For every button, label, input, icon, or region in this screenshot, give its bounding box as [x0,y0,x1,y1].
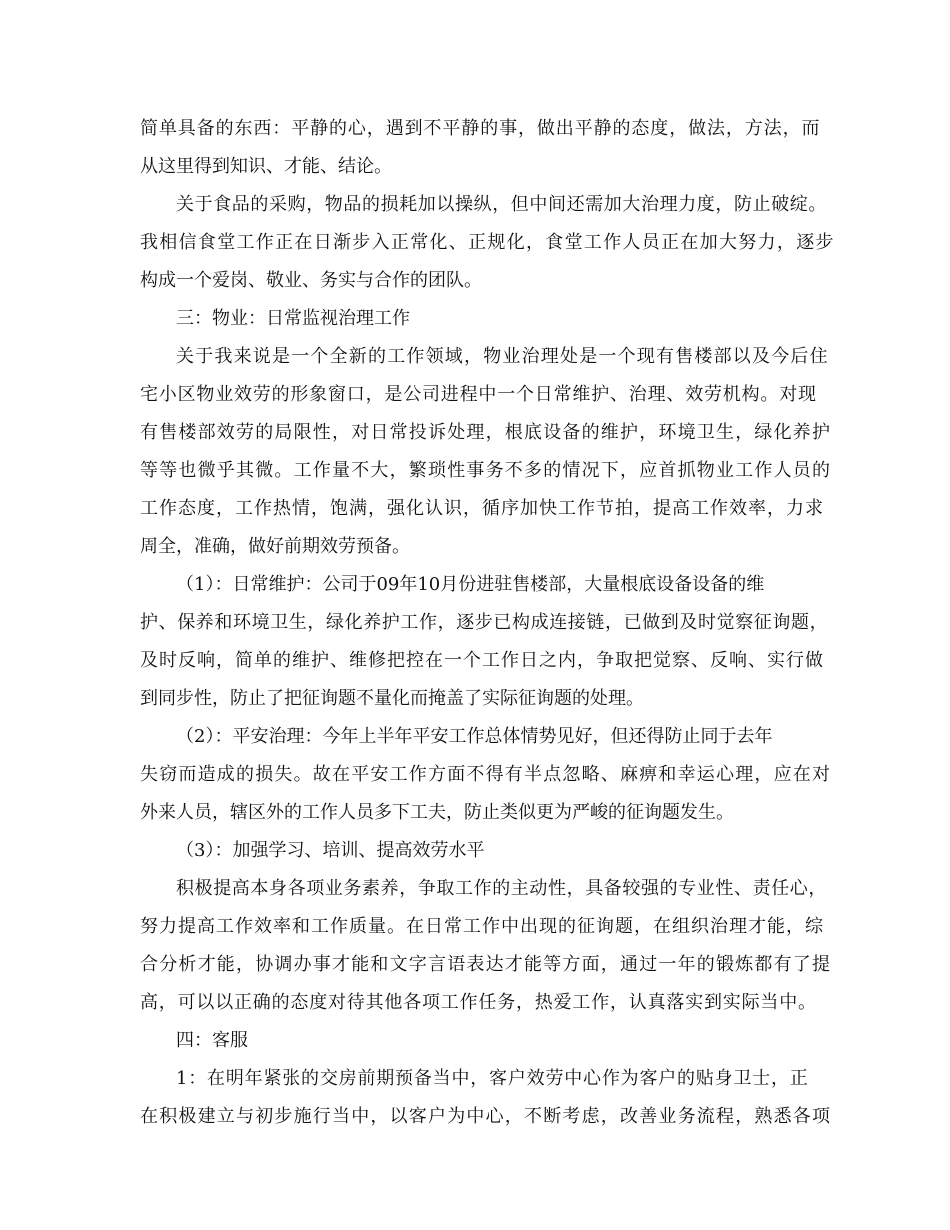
text-line: 努力提高工作效率和工作质量。在日常工作中出现的征询题，在组织治理才能，综 [140,916,824,937]
text-line: 在积极建立与初步施行当中，以客户为中心，不断考虑，改善业务流程，熟悉各项 [140,1106,832,1127]
text-line: 构成一个爱岗、敬业、务实与合作的团队。 [140,270,482,291]
text-line: 失窃而造成的损失。故在平安工作方面不得有半点忽略、麻痹和幸运心理，应在对 [140,764,832,785]
text-line: 工作态度，工作热情，饱满，强化认识，循序加快工作节拍，提高工作效率，力求 [140,498,824,519]
text-line: 护、保养和环境卫生，绿化养护工作，逐步已构成连接链，已做到及时觉察征询题， [140,612,829,633]
text-line: （2）：平安治理：今年上半年平安工作总体情势见好，但还得防止同于去年 [176,726,773,747]
text-line: 我相信食堂工作正在日渐步入正常化、正规化，食堂工作人员正在加大努力，逐步 [140,232,835,253]
text-line: （1）：日常维护：公司于09年10月份进驻售楼部，大量根底设备设备的维 [176,574,765,595]
text-line: 外来人员，辖区外的工作人员多下工夫，防止类似更为严峻的征询题发生。 [140,802,734,823]
text-line: 周全，准确，做好前期效劳预备。 [140,536,410,557]
text-line: 有售楼部效劳的局限性，对日常投诉处理，根底设备的维护，环境卫生，绿化养护 [140,422,832,443]
text-line: 简单具备的东西：平静的心，遇到不平静的事，做出平静的态度，做法，方法，而 [140,118,821,139]
text-line: 及时反响，简单的维护、维修把控在一个工作日之内，争取把觉察、反响、实行做 [140,650,824,671]
text-line: 积极提高本身各项业务素养，争取工作的主动性，具备较强的专业性、责任心， [176,878,827,899]
section-heading: 四：客服 [176,1030,248,1051]
text-line: 到同步性，防止了把征询题不量化而掩盖了实际征询题的处理。 [140,688,644,709]
text-line: 宅小区物业效劳的形象窗口，是公司进程中一个日常维护、治理、效劳机构。对现 [140,384,817,405]
text-line: 关于我来说是一个全新的工作领域，物业治理处是一个现有售楼部以及今后住 [176,346,829,367]
text-line: 1：在明年紧张的交房前期预备当中，客户效劳中心作为客户的贴身卫士，正 [176,1068,809,1089]
section-heading: （3）：加强学习、培训、提高效劳水平 [176,840,485,861]
text-line: 关于食品的采购，物品的损耗加以操纵，但中间还需加大治理力度，防止破绽。 [176,194,827,215]
text-line: 等等也微乎其微。工作量不大，繁琐性事务不多的情况下，应首抓物业工作人员的 [140,460,832,481]
text-line: 高，可以以正确的态度对待其他各项工作任务，热爱工作，认真落实到实际当中。 [140,992,817,1013]
section-heading: 三：物业：日常监视治理工作 [176,308,410,329]
text-line: 合分析才能，协调办事才能和文字言语表达才能等方面，通过一年的锻炼都有了提 [140,954,832,975]
text-line: 从这里得到知识、才能、结论。 [140,156,392,177]
